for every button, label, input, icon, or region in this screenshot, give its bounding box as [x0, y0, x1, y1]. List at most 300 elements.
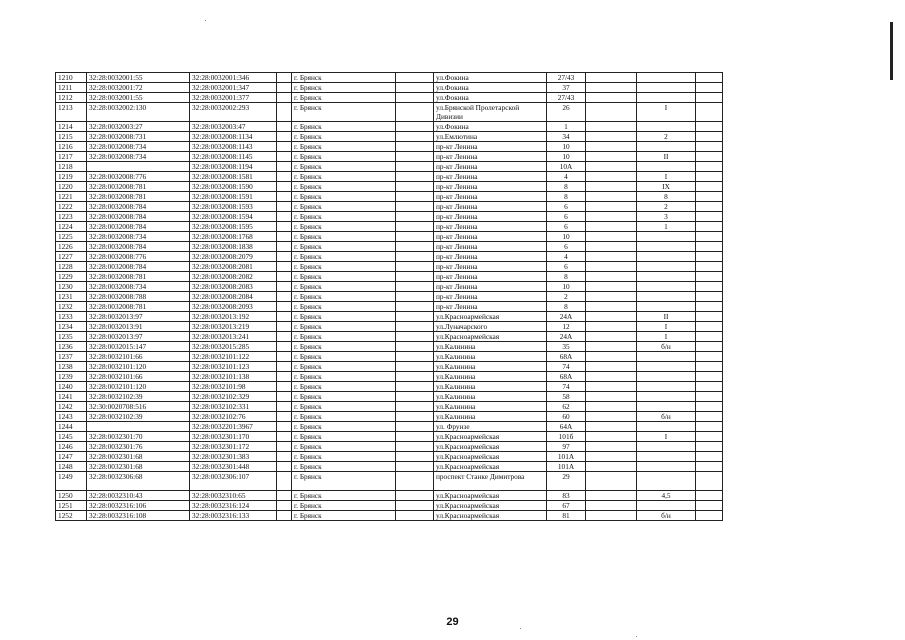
blank-column-cell — [696, 132, 723, 142]
object-cadastral-number-cell: 32:28:0032301:448 — [190, 462, 277, 472]
blank-column-cell — [586, 272, 637, 282]
land-cadastral-number-cell: 32:30:0020708:516 — [87, 402, 190, 412]
city-cell: г. Брянск — [292, 432, 396, 442]
unit-number-cell — [637, 422, 696, 432]
table-row — [56, 342, 723, 352]
row-number-cell: 1242 — [56, 402, 87, 412]
table-row — [56, 262, 723, 272]
city-cell: г. Брянск — [292, 222, 396, 232]
city-cell: г. Брянск — [292, 452, 396, 462]
blank-column-cell — [586, 162, 637, 172]
row-number-cell: 1233 — [56, 312, 87, 322]
land-cadastral-number-cell: 32:28:0032013:91 — [87, 322, 190, 332]
house-number-cell: 27/43 — [547, 93, 586, 103]
blank-column-cell — [696, 282, 723, 292]
object-cadastral-number-cell: 32:28:0032013:192 — [190, 312, 277, 322]
blank-column-cell — [396, 162, 434, 172]
street-cell: ул. Фрунзе — [434, 422, 547, 432]
row-number-cell: 1215 — [56, 132, 87, 142]
blank-column-cell — [396, 212, 434, 222]
blank-column-cell — [277, 511, 292, 521]
blank-column-cell — [586, 501, 637, 511]
city-cell: г. Брянск — [292, 312, 396, 322]
blank-column-cell — [586, 152, 637, 162]
blank-column-cell — [586, 332, 637, 342]
object-cadastral-number-cell: 32:28:0032008:1194 — [190, 162, 277, 172]
blank-column-cell — [396, 452, 434, 462]
land-cadastral-number-cell: 32:28:0032008:784 — [87, 222, 190, 232]
house-number-cell: 10 — [547, 152, 586, 162]
object-cadastral-number-cell: 32:28:0032001:377 — [190, 93, 277, 103]
blank-column-cell — [696, 242, 723, 252]
blank-column-cell — [586, 342, 637, 352]
unit-number-cell — [637, 262, 696, 272]
object-cadastral-number-cell: 32:28:0032101:123 — [190, 362, 277, 372]
blank-column-cell — [396, 242, 434, 252]
blank-column-cell — [396, 402, 434, 412]
blank-column-cell — [586, 182, 637, 192]
blank-column-cell — [277, 491, 292, 501]
house-number-cell: 10А — [547, 162, 586, 172]
blank-column-cell — [696, 382, 723, 392]
table-body — [56, 73, 723, 521]
blank-column-cell — [396, 83, 434, 93]
street-cell: ул.Красноармейская — [434, 332, 547, 342]
blank-column-cell — [696, 202, 723, 212]
blank-column-cell — [396, 302, 434, 312]
row-number-cell: 1213 — [56, 103, 87, 122]
row-number-cell: 1210 — [56, 73, 87, 83]
blank-column-cell — [396, 312, 434, 322]
row-number-cell: 1241 — [56, 392, 87, 402]
blank-column-cell — [696, 452, 723, 462]
blank-column-cell — [277, 452, 292, 462]
street-cell: ул.Красноармейская — [434, 442, 547, 452]
blank-column-cell — [396, 182, 434, 192]
unit-number-cell — [637, 372, 696, 382]
unit-number-cell — [637, 302, 696, 312]
table-row — [56, 162, 723, 172]
row-number-cell: 1222 — [56, 202, 87, 212]
unit-number-cell — [637, 73, 696, 83]
blank-column-cell — [586, 282, 637, 292]
city-cell: г. Брянск — [292, 402, 396, 412]
street-cell: пр-кт Ленина — [434, 202, 547, 212]
house-number-cell: 67 — [547, 501, 586, 511]
blank-column-cell — [277, 182, 292, 192]
land-cadastral-number-cell: 32:28:0032008:776 — [87, 252, 190, 262]
table-row — [56, 122, 723, 132]
city-cell: г. Брянск — [292, 292, 396, 302]
land-cadastral-number-cell: 32:28:0032102:39 — [87, 392, 190, 402]
unit-number-cell: 8 — [637, 192, 696, 202]
house-number-cell: 37 — [547, 83, 586, 93]
city-cell: г. Брянск — [292, 162, 396, 172]
blank-column-cell — [586, 392, 637, 402]
city-cell: г. Брянск — [292, 491, 396, 501]
land-cadastral-number-cell: 32:28:0032008:784 — [87, 202, 190, 212]
house-number-cell: 24А — [547, 312, 586, 322]
unit-number-cell: I — [637, 172, 696, 182]
street-cell: ул.Калинина — [434, 412, 547, 422]
house-number-cell: 10 — [547, 142, 586, 152]
object-cadastral-number-cell: 32:28:0032008:1143 — [190, 142, 277, 152]
blank-column-cell — [396, 202, 434, 212]
land-cadastral-number-cell: 32:28:0032013:97 — [87, 332, 190, 342]
land-cadastral-number-cell: 32:28:0032306:68 — [87, 472, 190, 491]
blank-column-cell — [277, 282, 292, 292]
blank-column-cell — [277, 372, 292, 382]
blank-column-cell — [277, 202, 292, 212]
blank-column-cell — [696, 93, 723, 103]
blank-column-cell — [696, 73, 723, 83]
blank-column-cell — [277, 472, 292, 491]
street-cell: пр-кт Ленина — [434, 222, 547, 232]
blank-column-cell — [396, 501, 434, 511]
city-cell: г. Брянск — [292, 212, 396, 222]
blank-column-cell — [586, 292, 637, 302]
street-cell: ул.Калинина — [434, 352, 547, 362]
blank-column-cell — [696, 491, 723, 501]
house-number-cell: 8 — [547, 272, 586, 282]
land-cadastral-number-cell: 32:28:0032003:27 — [87, 122, 190, 132]
house-number-cell: 4 — [547, 172, 586, 182]
blank-column-cell — [396, 342, 434, 352]
unit-number-cell: II — [637, 152, 696, 162]
city-cell: г. Брянск — [292, 511, 396, 521]
object-cadastral-number-cell: 32:28:0032008:1838 — [190, 242, 277, 252]
table-row — [56, 491, 723, 501]
blank-column-cell — [586, 362, 637, 372]
land-cadastral-number-cell: 32:28:0032008:734 — [87, 142, 190, 152]
city-cell: г. Брянск — [292, 252, 396, 262]
street-cell: пр-кт Ленина — [434, 232, 547, 242]
blank-column-cell — [586, 83, 637, 93]
city-cell: г. Брянск — [292, 342, 396, 352]
object-cadastral-number-cell: 32:28:0032102:329 — [190, 392, 277, 402]
row-number-cell: 1238 — [56, 362, 87, 372]
object-cadastral-number-cell: 32:28:0032008:1591 — [190, 192, 277, 202]
land-cadastral-number-cell — [87, 162, 190, 172]
city-cell: г. Брянск — [292, 382, 396, 392]
blank-column-cell — [696, 442, 723, 452]
object-cadastral-number-cell: 32:28:0032102:76 — [190, 412, 277, 422]
city-cell: г. Брянск — [292, 372, 396, 382]
city-cell: г. Брянск — [292, 103, 396, 122]
unit-number-cell — [637, 242, 696, 252]
house-number-cell: 6 — [547, 212, 586, 222]
blank-column-cell — [586, 172, 637, 182]
row-number-cell: 1211 — [56, 83, 87, 93]
land-cadastral-number-cell: 32:28:0032102:39 — [87, 412, 190, 422]
blank-column-cell — [277, 192, 292, 202]
blank-column-cell — [277, 302, 292, 312]
table-row — [56, 412, 723, 422]
city-cell: г. Брянск — [292, 332, 396, 342]
row-number-cell: 1214 — [56, 122, 87, 132]
land-cadastral-number-cell: 32:28:0032101:120 — [87, 362, 190, 372]
object-cadastral-number-cell: 32:28:0032306:107 — [190, 472, 277, 491]
house-number-cell: 6 — [547, 222, 586, 232]
object-cadastral-number-cell: 32:28:0032008:1595 — [190, 222, 277, 232]
unit-number-cell — [637, 252, 696, 262]
house-number-cell: 81 — [547, 511, 586, 521]
row-number-cell: 1217 — [56, 152, 87, 162]
blank-column-cell — [696, 142, 723, 152]
blank-column-cell — [396, 442, 434, 452]
blank-column-cell — [277, 232, 292, 242]
row-number-cell: 1221 — [56, 192, 87, 202]
blank-column-cell — [586, 93, 637, 103]
blank-column-cell — [586, 322, 637, 332]
unit-number-cell: б/н — [637, 342, 696, 352]
blank-column-cell — [696, 172, 723, 182]
object-cadastral-number-cell: 32:28:0032301:170 — [190, 432, 277, 442]
land-cadastral-number-cell — [87, 422, 190, 432]
house-number-cell: 6 — [547, 242, 586, 252]
blank-column-cell — [586, 232, 637, 242]
table-row — [56, 312, 723, 322]
table-row — [56, 332, 723, 342]
table-row — [56, 362, 723, 372]
land-cadastral-number-cell: 32:28:0032008:784 — [87, 242, 190, 252]
unit-number-cell: 2 — [637, 202, 696, 212]
object-cadastral-number-cell: 32:28:0032003:47 — [190, 122, 277, 132]
land-cadastral-number-cell: 32:28:0032001:55 — [87, 93, 190, 103]
table-row — [56, 152, 723, 162]
blank-column-cell — [586, 452, 637, 462]
street-cell: ул.Красноармейская — [434, 491, 547, 501]
object-cadastral-number-cell: 32:28:0032008:1581 — [190, 172, 277, 182]
object-cadastral-number-cell: 32:28:0032002:293 — [190, 103, 277, 122]
street-cell: пр-кт Ленина — [434, 292, 547, 302]
land-cadastral-number-cell: 32:28:0032101:66 — [87, 372, 190, 382]
blank-column-cell — [586, 192, 637, 202]
unit-number-cell — [637, 93, 696, 103]
blank-column-cell — [396, 491, 434, 501]
house-number-cell: 101А — [547, 462, 586, 472]
unit-number-cell — [637, 501, 696, 511]
blank-column-cell — [586, 352, 637, 362]
blank-column-cell — [277, 162, 292, 172]
city-cell: г. Брянск — [292, 422, 396, 432]
object-cadastral-number-cell: 32:28:0032008:2084 — [190, 292, 277, 302]
unit-number-cell: 2 — [637, 132, 696, 142]
blank-column-cell — [396, 372, 434, 382]
blank-column-cell — [396, 152, 434, 162]
unit-number-cell — [637, 162, 696, 172]
unit-number-cell — [637, 232, 696, 242]
blank-column-cell — [696, 292, 723, 302]
house-number-cell: 6 — [547, 202, 586, 212]
table-row — [56, 442, 723, 452]
table-row — [56, 212, 723, 222]
table-row — [56, 282, 723, 292]
city-cell: г. Брянск — [292, 152, 396, 162]
street-cell: ул.Красноармейская — [434, 312, 547, 322]
house-number-cell: 10 — [547, 232, 586, 242]
street-cell: пр-кт Ленина — [434, 302, 547, 312]
house-number-cell: 12 — [547, 322, 586, 332]
blank-column-cell — [277, 352, 292, 362]
land-cadastral-number-cell: 32:28:0032008:784 — [87, 262, 190, 272]
street-cell: ул.Красноармейская — [434, 501, 547, 511]
land-cadastral-number-cell: 32:28:0032002:130 — [87, 103, 190, 122]
blank-column-cell — [586, 222, 637, 232]
blank-column-cell — [277, 132, 292, 142]
blank-column-cell — [396, 352, 434, 362]
street-cell: пр-кт Ленина — [434, 272, 547, 282]
land-cadastral-number-cell: 32:28:0032301:76 — [87, 442, 190, 452]
blank-column-cell — [696, 332, 723, 342]
object-cadastral-number-cell: 32:28:0032008:1145 — [190, 152, 277, 162]
blank-column-cell — [696, 402, 723, 412]
object-cadastral-number-cell: 32:28:0032013:241 — [190, 332, 277, 342]
blank-column-cell — [277, 432, 292, 442]
blank-column-cell — [277, 93, 292, 103]
street-cell: ул.Калинина — [434, 402, 547, 412]
blank-column-cell — [396, 432, 434, 442]
row-number-cell: 1218 — [56, 162, 87, 172]
blank-column-cell — [586, 202, 637, 212]
blank-column-cell — [586, 382, 637, 392]
table-row — [56, 422, 723, 432]
street-cell: ул.Красноармейская — [434, 511, 547, 521]
row-number-cell: 1232 — [56, 302, 87, 312]
unit-number-cell: I — [637, 322, 696, 332]
blank-column-cell — [396, 332, 434, 342]
unit-number-cell: б/н — [637, 412, 696, 422]
table-row — [56, 242, 723, 252]
street-cell: ул.Красноармейская — [434, 452, 547, 462]
blank-column-cell — [586, 412, 637, 422]
row-number-cell: 1231 — [56, 292, 87, 302]
house-number-cell: 10 — [547, 282, 586, 292]
blank-column-cell — [586, 432, 637, 442]
table-row — [56, 302, 723, 312]
house-number-cell: 62 — [547, 402, 586, 412]
blank-column-cell — [586, 511, 637, 521]
row-number-cell: 1228 — [56, 262, 87, 272]
city-cell: г. Брянск — [292, 182, 396, 192]
city-cell: г. Брянск — [292, 232, 396, 242]
row-number-cell: 1247 — [56, 452, 87, 462]
table-row — [56, 352, 723, 362]
unit-number-cell — [637, 462, 696, 472]
house-number-cell: 27/43 — [547, 73, 586, 83]
unit-number-cell — [637, 402, 696, 412]
row-number-cell: 1243 — [56, 412, 87, 422]
table-row — [56, 272, 723, 282]
row-number-cell: 1248 — [56, 462, 87, 472]
land-cadastral-number-cell: 32:28:0032015:147 — [87, 342, 190, 352]
street-cell: пр-кт Ленина — [434, 262, 547, 272]
blank-column-cell — [277, 242, 292, 252]
unit-number-cell — [637, 352, 696, 362]
row-number-cell: 1236 — [56, 342, 87, 352]
blank-column-cell — [586, 472, 637, 491]
blank-column-cell — [277, 442, 292, 452]
city-cell: г. Брянск — [292, 202, 396, 212]
city-cell: г. Брянск — [292, 172, 396, 182]
blank-column-cell — [696, 162, 723, 172]
table-row — [56, 73, 723, 83]
blank-column-cell — [396, 322, 434, 332]
blank-column-cell — [277, 342, 292, 352]
blank-column-cell — [696, 272, 723, 282]
city-cell: г. Брянск — [292, 362, 396, 372]
blank-column-cell — [396, 412, 434, 422]
scan-speck — [636, 636, 637, 637]
street-cell: ул.Фокина — [434, 73, 547, 83]
scan-speck — [205, 20, 206, 21]
unit-number-cell: 4,5 — [637, 491, 696, 501]
house-number-cell: 101б — [547, 432, 586, 442]
table-row — [56, 132, 723, 142]
blank-column-cell — [277, 412, 292, 422]
table-row — [56, 93, 723, 103]
object-cadastral-number-cell: 32:28:0032101:122 — [190, 352, 277, 362]
table-row — [56, 402, 723, 412]
land-cadastral-number-cell: 32:28:0032101:66 — [87, 352, 190, 362]
house-number-cell: 58 — [547, 392, 586, 402]
unit-number-cell — [637, 392, 696, 402]
unit-number-cell — [637, 452, 696, 462]
blank-column-cell — [396, 272, 434, 282]
land-cadastral-number-cell: 32:28:0032013:97 — [87, 312, 190, 322]
city-cell: г. Брянск — [292, 352, 396, 362]
blank-column-cell — [277, 312, 292, 322]
row-number-cell: 1230 — [56, 282, 87, 292]
object-cadastral-number-cell: 32:28:0032101:98 — [190, 382, 277, 392]
blank-column-cell — [586, 312, 637, 322]
object-cadastral-number-cell: 32:28:0032013:219 — [190, 322, 277, 332]
land-cadastral-number-cell: 32:28:0032008:781 — [87, 192, 190, 202]
blank-column-cell — [277, 83, 292, 93]
land-cadastral-number-cell: 32:28:0032301:68 — [87, 452, 190, 462]
land-cadastral-number-cell: 32:28:0032001:55 — [87, 73, 190, 83]
table-row — [56, 382, 723, 392]
blank-column-cell — [696, 412, 723, 422]
blank-column-cell — [277, 152, 292, 162]
blank-column-cell — [586, 122, 637, 132]
object-cadastral-number-cell: 32:28:0032008:1768 — [190, 232, 277, 242]
house-number-cell: 60 — [547, 412, 586, 422]
object-cadastral-number-cell: 32:28:0032008:2083 — [190, 282, 277, 292]
table-row — [56, 103, 723, 122]
blank-column-cell — [277, 402, 292, 412]
object-cadastral-number-cell: 32:28:0032201:3967 — [190, 422, 277, 432]
street-cell: пр-кт Ленина — [434, 242, 547, 252]
street-cell: ул.Луначарского — [434, 322, 547, 332]
unit-number-cell — [637, 292, 696, 302]
blank-column-cell — [396, 422, 434, 432]
object-cadastral-number-cell: 32:28:0032001:347 — [190, 83, 277, 93]
blank-column-cell — [696, 372, 723, 382]
blank-column-cell — [277, 172, 292, 182]
land-cadastral-number-cell: 32:28:0032301:68 — [87, 462, 190, 472]
blank-column-cell — [277, 212, 292, 222]
unit-number-cell: б/н — [637, 511, 696, 521]
blank-column-cell — [396, 472, 434, 491]
house-number-cell: 97 — [547, 442, 586, 452]
street-cell: ул.Фокина — [434, 93, 547, 103]
blank-column-cell — [586, 132, 637, 142]
row-number-cell: 1227 — [56, 252, 87, 262]
city-cell: г. Брянск — [292, 272, 396, 282]
blank-column-cell — [696, 501, 723, 511]
land-cadastral-number-cell: 32:28:0032008:776 — [87, 172, 190, 182]
